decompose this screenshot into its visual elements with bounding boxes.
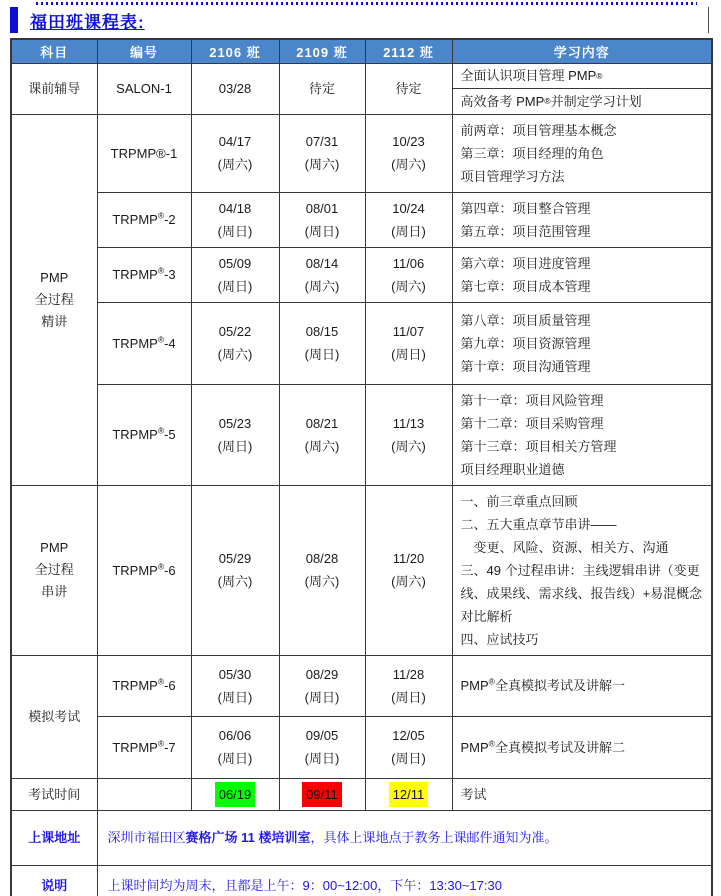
section-label-full-intensive: PMP 全过程 精讲 [11, 114, 97, 485]
date-cell-2109: 08/21 (周六) [279, 384, 365, 485]
row-lecture-1 [11, 114, 712, 192]
header-row [11, 39, 712, 63]
date-cell-2109: 08/15 (周日) [279, 302, 365, 384]
exam-content-cell: 考试 [452, 778, 712, 810]
note-text-cell: 上课时间均为周末，且都是上午：9：00~12:00，下午：13:30~17:30 [97, 865, 712, 896]
address-label-cell: 上课地址 [11, 810, 97, 865]
code-cell-salon: SALON-1 [97, 63, 191, 114]
exam-date-2106 [191, 778, 279, 810]
content-cell: PMP®全真模拟考试及讲解一 [452, 655, 712, 716]
content-cell: 第十一章：项目风险管理 第十二章：项目采购管理 第十三章：项目相关方管理 项目经理职业道德 [452, 384, 712, 485]
note-label-cell: 说明 [11, 865, 97, 896]
exam-date-2112 [365, 778, 452, 810]
date-cell-2106: 05/09 (周日) [191, 247, 279, 302]
date-cell-salon-2112: 待定 [365, 63, 452, 114]
date-cell-2106: 05/30 (周日) [191, 655, 279, 716]
address-text-pre: 深圳市福田区 [107, 829, 186, 845]
header-code: 编号 [97, 39, 191, 63]
date-cell-2109: 08/01 (周日) [279, 192, 365, 247]
code-cell: TRPMP®-5 [97, 384, 191, 485]
date-cell-2106: 04/17 (周六) [191, 114, 279, 192]
content-cell: PMP®全真模拟考试及讲解二 [452, 716, 712, 778]
date-cell-salon-2106: 03/28 [191, 63, 279, 114]
salon-content-line-2: 高效备考 PMP ® 并制定学习计划 [460, 93, 642, 109]
code-cell: TRPMP®-6 [97, 655, 191, 716]
content-cell: 第八章：项目质量管理 第九章：项目资源管理 第十章：项目沟通管理 [452, 302, 712, 384]
date-cell-2112: 11/13 (周六) [365, 384, 452, 485]
exam-time-label: 考试时间 [11, 778, 97, 810]
right-margin-tick [708, 7, 709, 33]
row-lecture-6-review [11, 485, 712, 655]
date-cell-2106: 05/23 (周日) [191, 384, 279, 485]
title-accent-bar [10, 7, 18, 33]
title-row [10, 7, 145, 33]
date-cell-2112: 11/20 (周六) [365, 485, 452, 655]
date-cell-2112: 10/23 (周六) [365, 114, 452, 192]
date-cell-2112: 11/28 (周日) [365, 655, 452, 716]
row-lecture-3 [11, 247, 712, 302]
row-address [11, 810, 712, 865]
row-lecture-4 [11, 302, 712, 384]
header-class-2112: 2112 班 [365, 39, 452, 63]
row-lecture-2 [11, 192, 712, 247]
code-cell: TRPMP®-6 [97, 485, 191, 655]
address-text-bold: 赛格广场 11 楼培训室 [185, 829, 311, 845]
header-content: 学习内容 [452, 39, 712, 63]
row-note [11, 865, 712, 896]
exam-date-highlight-green: 06/19 [215, 782, 256, 807]
date-cell-2109: 09/05 (周日) [279, 716, 365, 778]
row-lecture-5 [11, 384, 712, 485]
date-cell-2109: 08/28 (周六) [279, 485, 365, 655]
section-label-full-review: PMP 全过程 串讲 [11, 485, 97, 655]
code-cell: TRPMP®-2 [97, 192, 191, 247]
content-cell-salon [452, 63, 712, 114]
exam-date-2109 [279, 778, 365, 810]
header-subject: 科目 [11, 39, 97, 63]
salon-content-line-1: 全面认识项目管理 PMP ® [453, 64, 712, 90]
row-salon [11, 63, 712, 114]
row-mock-2 [11, 716, 712, 778]
date-cell-salon-2109: 待定 [279, 63, 365, 114]
content-cell: 第四章：项目整合管理 第五章：项目范围管理 [452, 192, 712, 247]
date-cell-2106: 06/06 (周日) [191, 716, 279, 778]
content-cell: 前两章：项目管理基本概念 第三章：项目经理的角色 项目管理学习方法 [452, 114, 712, 192]
page-top-dotted-line [36, 2, 697, 5]
section-label-mock-exam: 模拟考试 [11, 655, 97, 778]
date-cell-2109: 07/31 (周六) [279, 114, 365, 192]
date-cell-2112: 10/24 (周日) [365, 192, 452, 247]
exam-date-highlight-red: 09/11 [302, 782, 342, 807]
date-cell-2112: 12/05 (周日) [365, 716, 452, 778]
address-text-cell [97, 810, 712, 865]
code-cell: TRPMP®-3 [97, 247, 191, 302]
row-mock-1 [11, 655, 712, 716]
code-cell: TRPMP®-1 [97, 114, 191, 192]
content-cell: 第六章：项目进度管理 第七章：项目成本管理 [452, 247, 712, 302]
content-cell: 一、前三章重点回顾 二、五大重点章节串讲—— 变更、风险、资源、相关方、沟通 三、49 个过程串讲：主线逻辑串讲（变更线、成果线、需求线、报告线）+易混概念对比解析 四、应试技巧 [452, 485, 712, 655]
date-cell-2112: 11/07 (周日) [365, 302, 452, 384]
header-class-2109: 2109 班 [279, 39, 365, 63]
date-cell-2112: 11/06 (周六) [365, 247, 452, 302]
code-cell: TRPMP®-7 [97, 716, 191, 778]
exam-date-highlight-yellow: 12/11 [389, 782, 429, 807]
date-cell-2109: 08/14 (周六) [279, 247, 365, 302]
subject-cell-salon: 课前辅导 [11, 63, 97, 114]
exam-code-cell-empty [97, 778, 191, 810]
address-text-post: ，具体上课地点于教务上课邮件通知为准。 [310, 829, 558, 845]
row-exam-time [11, 778, 712, 810]
date-cell-2106: 05/29 (周六) [191, 485, 279, 655]
header-class-2106: 2106 班 [191, 39, 279, 63]
date-cell-2106: 05/22 (周六) [191, 302, 279, 384]
date-cell-2109: 08/29 (周日) [279, 655, 365, 716]
date-cell-2106: 04/18 (周日) [191, 192, 279, 247]
schedule-table [10, 38, 713, 896]
code-cell: TRPMP®-4 [97, 302, 191, 384]
page-title: 福田班课程表: [30, 12, 145, 32]
